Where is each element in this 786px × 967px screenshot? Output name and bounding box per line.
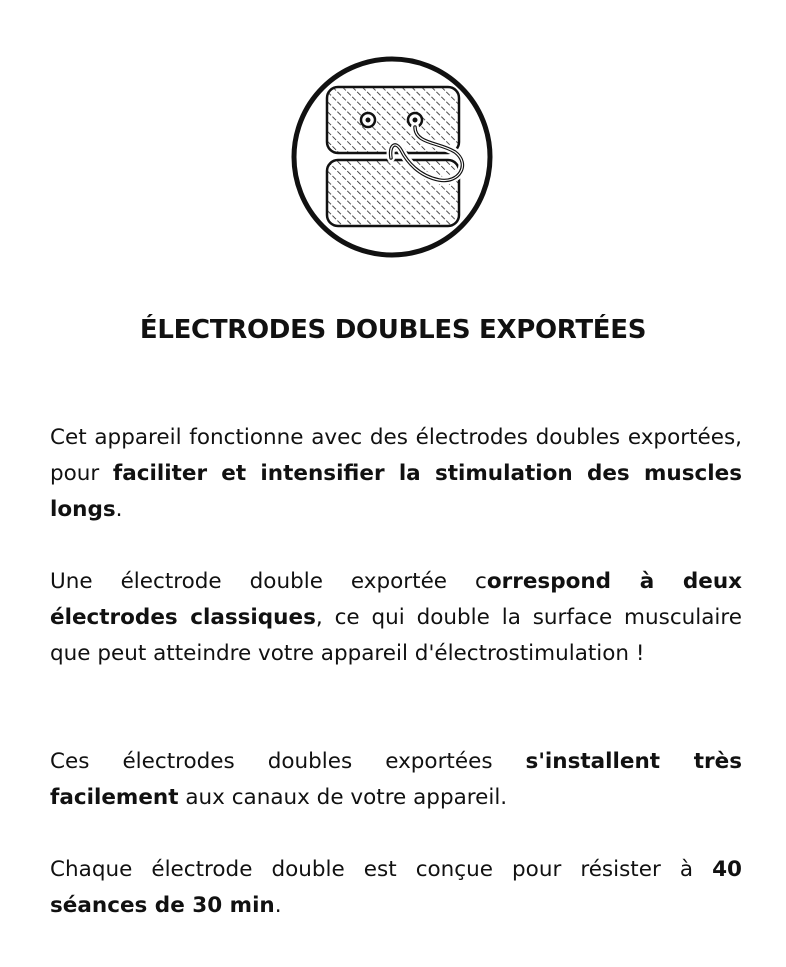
paragraph-1-text: Cet appareil fonctionne avec des électrodes doubles exportées, pour <box>50 425 742 486</box>
paragraph-4-text: Chaque électrode double est conçue pour résister à <box>50 857 713 882</box>
paragraph-4-end: . <box>274 893 282 918</box>
paragraph-4 <box>50 852 742 924</box>
paragraph-4-bold: 40 séances de 30 min <box>50 857 742 918</box>
paragraph-3-bold: s'installent très facilement <box>50 749 742 810</box>
paragraph-3 <box>50 744 742 816</box>
paragraph-2-bold: orrespond à deux électrodes classiques <box>50 569 742 630</box>
paragraph-3-end: aux canaux de votre appareil. <box>178 785 508 810</box>
paragraph-3-text: Ces électrodes doubles exportées <box>50 749 526 774</box>
paragraph-1-bold: faciliter et intensifier la stimulation des muscles longs <box>50 461 742 522</box>
paragraph-2 <box>50 564 742 672</box>
paragraph-1-end: . <box>115 497 123 522</box>
paragraph-1 <box>50 420 742 528</box>
double-electrode-icon <box>289 54 495 260</box>
page-title: ÉLECTRODES DOUBLES EXPORTÉES <box>139 315 647 345</box>
paragraph-2-text: Une électrode double exportée c <box>50 569 487 594</box>
paragraph-2-end: , ce qui double la surface musculaire que peut atteindre votre appareil d'électrostimulation ! <box>50 605 742 666</box>
